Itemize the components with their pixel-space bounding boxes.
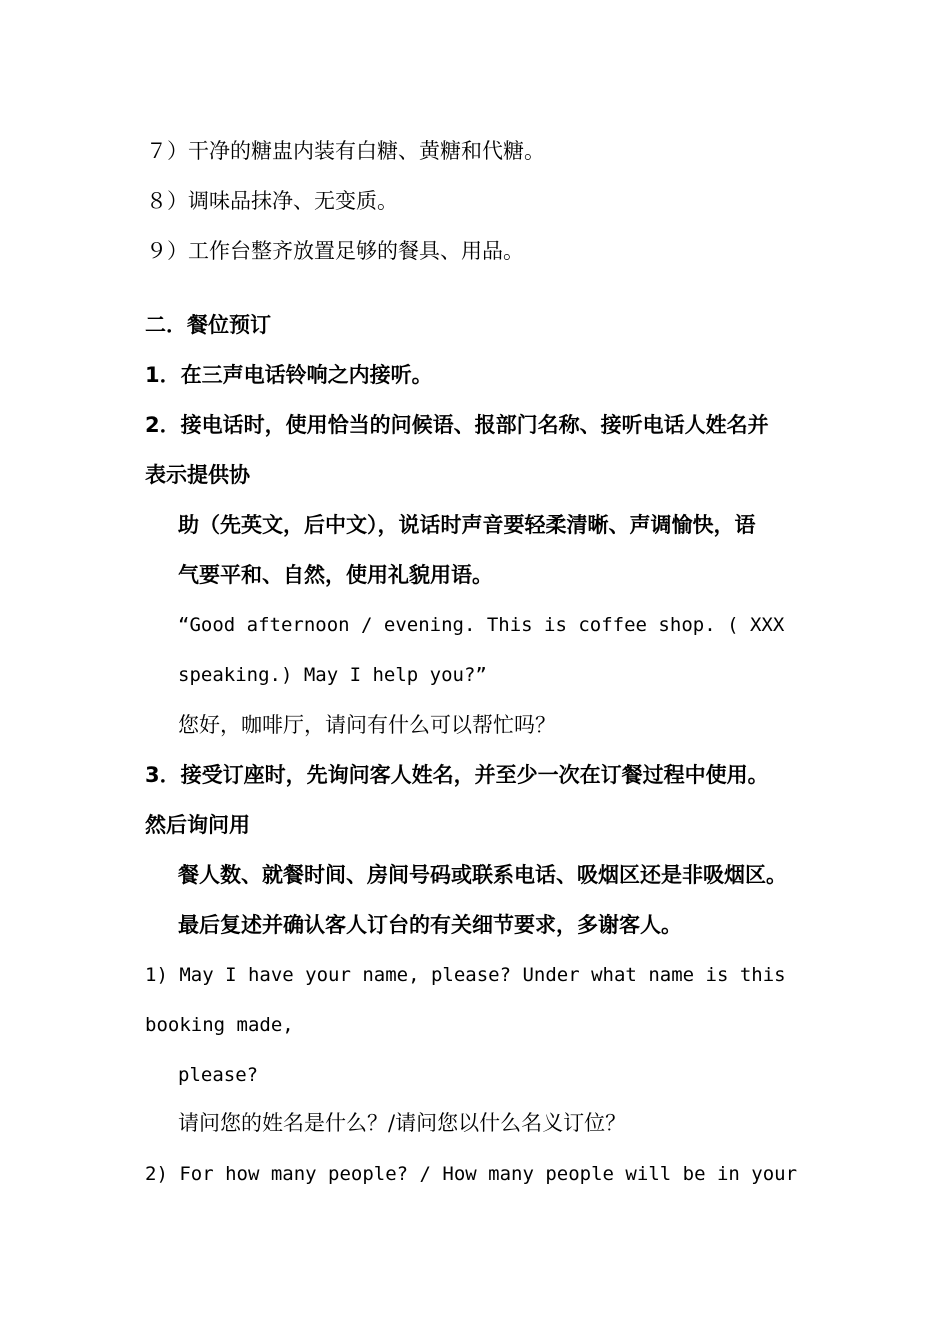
question-1-english-line-3: please? xyxy=(178,1064,259,1086)
step-1: 1．在三声电话铃响之内接听。 xyxy=(145,363,433,387)
list-item-7: ７）干净的糖盅内装有白糖、黄糖和代糖。 xyxy=(146,139,545,163)
question-1-english-line-1: 1) May I have your name, please? Under what name is this xyxy=(145,964,786,986)
step-3-line-1: 3．接受订座时，先询问客人姓名，并至少一次在订餐过程中使用。 xyxy=(145,763,769,787)
list-item-9: ９）工作台整齐放置足够的餐具、用品。 xyxy=(146,239,524,263)
question-1-chinese: 请问您的姓名是什么？/请问您以什么名义订位？ xyxy=(178,1111,627,1135)
step-2-line-4: 气要平和、自然，使用礼貌用语。 xyxy=(178,563,493,587)
step-2-line-1: 2．接电话时，使用恰当的问候语、报部门名称、接听电话人姓名并 xyxy=(145,413,769,437)
question-1-english-line-2: booking made, xyxy=(145,1014,294,1036)
step-3-line-2: 然后询问用 xyxy=(145,813,250,837)
step-2-english-line-1: “Good afternoon / evening. This is coffee shop. ( XXX xyxy=(178,614,785,636)
question-2-english-line-1: 2) For how many people? / How many people will be in your xyxy=(145,1163,798,1185)
step-2-line-3: 助（先英文，后中文），说话时声音要轻柔清晰、声调愉快，语 xyxy=(178,513,756,537)
step-2-line-2: 表示提供协 xyxy=(145,463,250,487)
step-2-chinese-greeting: 您好，咖啡厅，请问有什么可以帮忙吗？ xyxy=(178,713,556,737)
step-3-line-4: 最后复述并确认客人订台的有关细节要求，多谢客人。 xyxy=(178,913,682,937)
step-2-english-line-2: speaking.) May I help you?” xyxy=(178,664,487,686)
step-3-line-3: 餐人数、就餐时间、房间号码或联系电话、吸烟区还是非吸烟区。 xyxy=(178,863,787,887)
section-heading: 二．餐位预订 xyxy=(145,313,271,337)
list-item-8: ８）调味品抹净、无变质。 xyxy=(146,189,398,213)
